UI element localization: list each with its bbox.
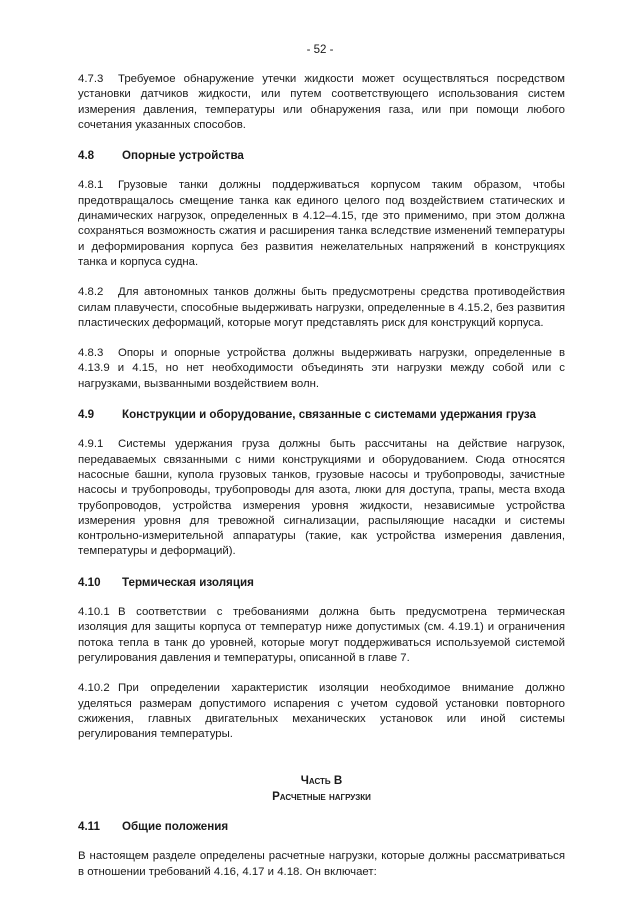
paragraph-text: При определении характеристик изоляции необходимое внимание должно уделяться размерам допустимого испарения с учетом судовой установки повторного сжижения, главных двигательных механических установок или иной системы регулирования температуры. <box>78 682 565 741</box>
section-heading-4-9 <box>78 407 565 422</box>
paragraph-number: 4.8.3 <box>78 347 104 360</box>
part-title: Часть B <box>300 774 343 788</box>
heading-number: 4.9 <box>78 408 95 422</box>
section-heading-4-11 <box>78 819 565 834</box>
paragraph-text: Грузовые танки должны поддерживаться корпусом таким образом, чтобы предотвращалось смещение танка как единого целого под воздействием статических и динамических нагрузок, определенных в 4.12–4.15, где это применимо, при этом должна сохраняться возможность сжатия и расширения танка вследствие изменений температуры и деформирования корпуса без развития нежелательных напряжений в конструкциях танка и корпуса судна. <box>78 179 565 268</box>
heading-text: Опорные устройства <box>122 149 244 163</box>
heading-text: Общие положения <box>122 819 229 833</box>
paragraph-4-8-2 <box>78 285 565 331</box>
heading-text: Конструкции и оборудование, связанные с системами удержания груза <box>122 408 536 422</box>
paragraph-text: Системы удержания груза должны быть рассчитаны на действие нагрузок, передаваемых связанными с ними конструкциями и оборудованием. Сюда относятся насосные башни, купола грузовых танков, грузовые насосы и трубопроводы, зачистные насосы и трубопроводы, трубопроводы для азота, люки для доступа, трапы, места входа трубопроводов, устройства измерения уровня жидкости, независимые устройства измерения уровня для тревожной сигнализации, распыляющие насадки и системы контрольно-измерительной аппаратуры (такие, как устройства измерения давления, температуры и деформаций). <box>78 438 565 558</box>
paragraph-4-11-intro <box>78 849 565 880</box>
heading-text: Термическая изоляция <box>122 575 254 589</box>
paragraph-4-8-3 <box>78 346 565 392</box>
paragraph-number: 4.8.2 <box>78 286 104 299</box>
paragraph-number: 4.10.2 <box>78 682 110 695</box>
paragraph-4-10-1 <box>78 605 565 666</box>
heading-number: 4.11 <box>78 819 100 833</box>
paragraph-text: В настоящем разделе определены расчетные нагрузки, которые должны рассматриваться в отношении требований 4.16, 4.17 и 4.18. Он включает: <box>78 850 565 878</box>
heading-number: 4.10 <box>78 575 101 589</box>
paragraph-4-8-1 <box>78 178 565 270</box>
document-body <box>78 72 565 880</box>
section-heading-4-8 <box>78 148 565 163</box>
part-subtitle: Расчетные нагрузки <box>272 789 371 803</box>
paragraph-text: Опоры и опорные устройства должны выдерживать нагрузки, определенные в 4.13.9 и 4.15, но нет необходимости объединять эти нагрузки между собой или с нагрузками, вызванными воздействием волн. <box>78 347 565 390</box>
paragraph-4-9-1 <box>78 437 565 559</box>
paragraph-4-7-3 <box>78 72 565 133</box>
paragraph-number: 4.8.1 <box>78 179 104 192</box>
section-heading-4-10 <box>78 575 565 590</box>
paragraph-number: 4.7.3 <box>78 73 104 85</box>
page-number: - 52 - <box>306 44 334 56</box>
paragraph-text: Требуемое обнаружение утечки жидкости может осуществляться посредством установки датчиков жидкости, или путем соответствующего использования систем измерения давления, температуры или обнаружения газа, или при помощи любого сочетания указанных способов. <box>78 73 565 131</box>
paragraph-text: В соответствии с требованиями должна быть предусмотрена термическая изоляция для защиты корпуса от температур ниже допустимых (см. 4.19.1) и ограничения потока тепла в танк до уровней, которые могут поддерживаться используемой системой регулирования давления и температуры, описанной в главе 7. <box>78 606 565 664</box>
paragraph-text: Для автономных танков должны быть предусмотрены средства противодействия силам плавучести, способные выдерживать нагрузки, определенные в 4.15.2, без развития пластических деформаций, которые могут представлять риск для конструкций корпуса. <box>78 286 565 329</box>
paragraph-number: 4.9.1 <box>78 438 104 451</box>
paragraph-number: 4.10.1 <box>78 606 110 619</box>
paragraph-4-10-2 <box>78 681 565 742</box>
heading-number: 4.8 <box>78 149 95 163</box>
